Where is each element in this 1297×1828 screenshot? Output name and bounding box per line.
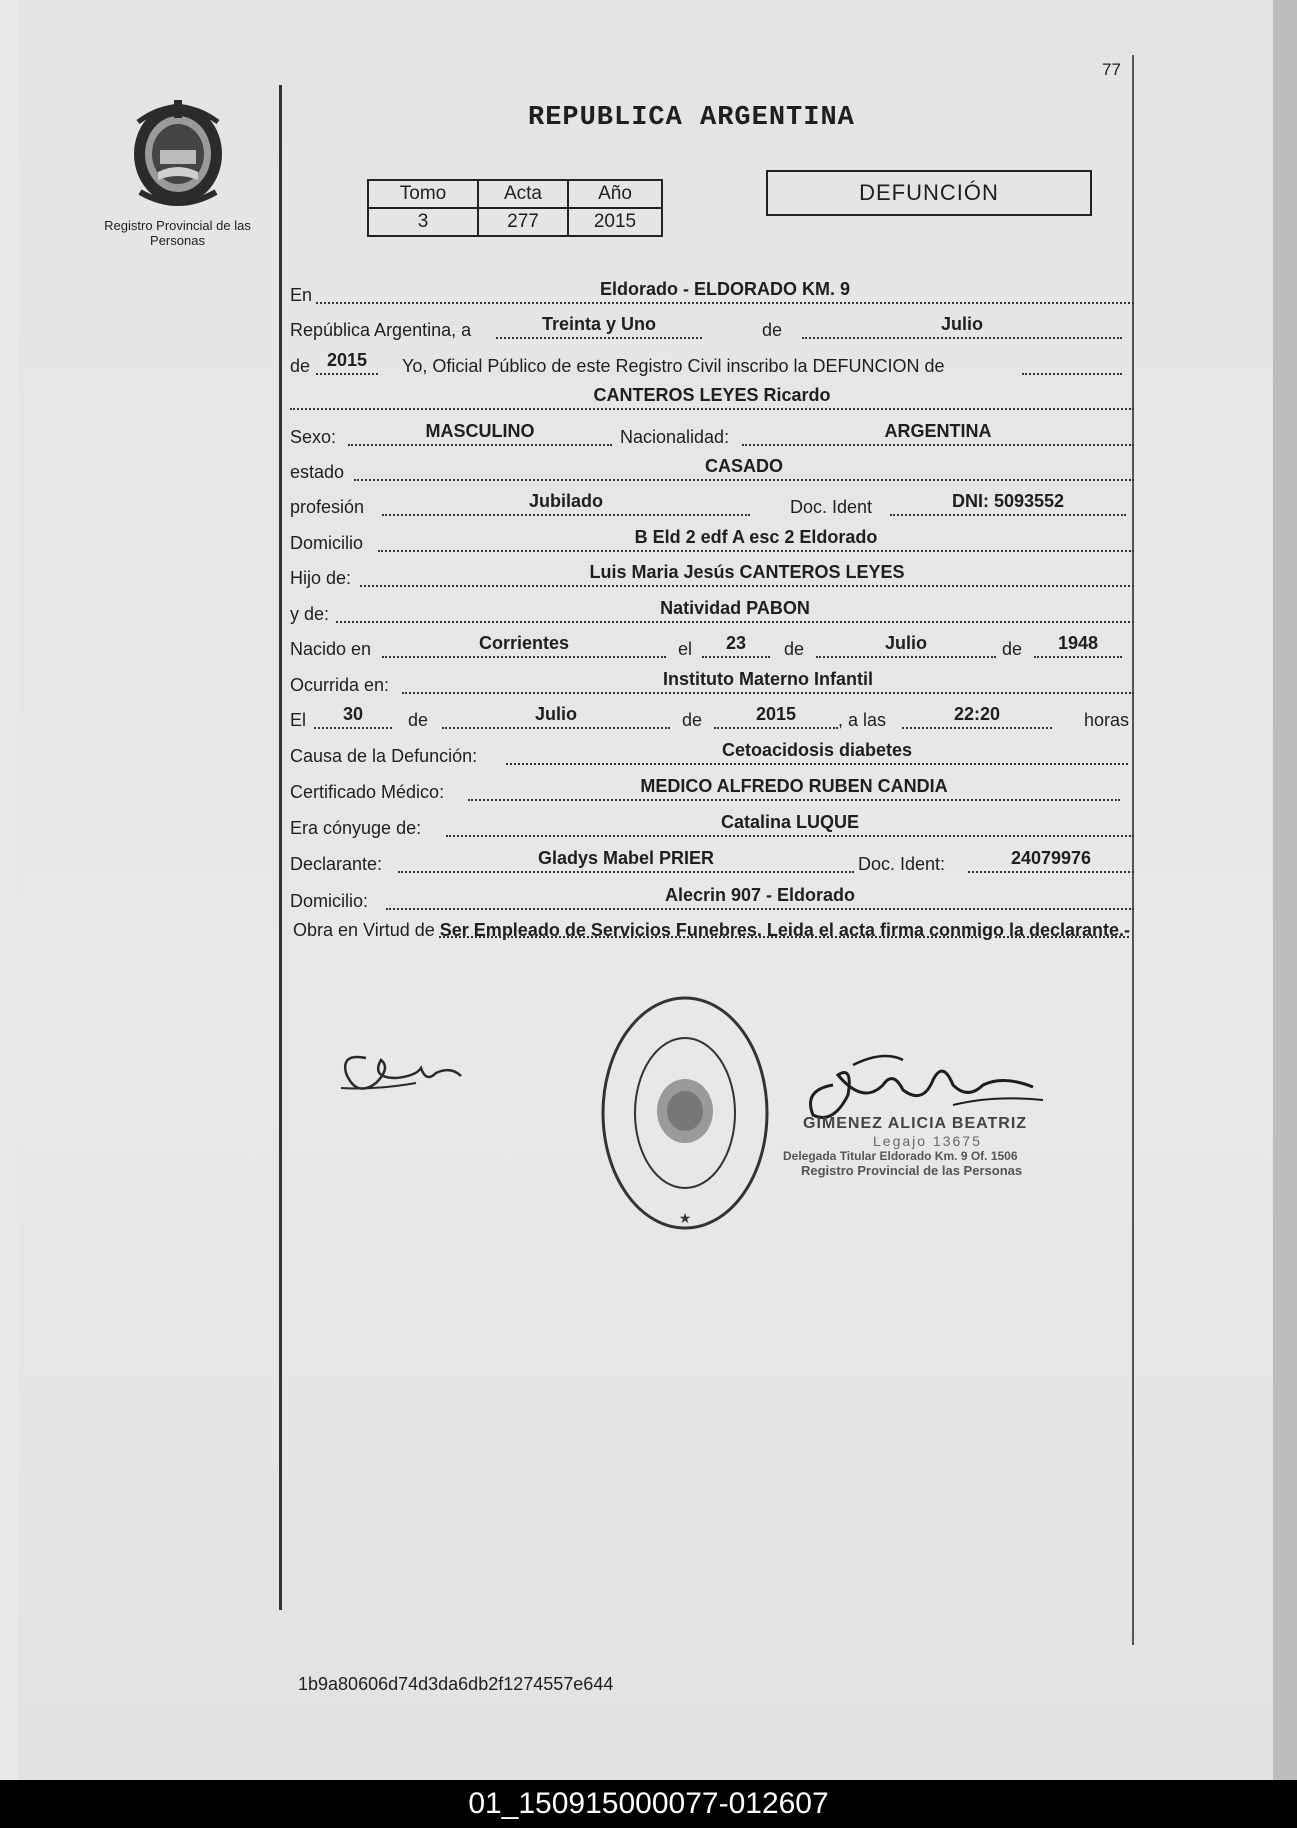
field-mes: Julio bbox=[802, 313, 1122, 339]
row-certificado bbox=[290, 775, 1134, 803]
field-nacido-dia: 23 bbox=[702, 632, 770, 658]
field-fallec-anio: 2015 bbox=[714, 703, 838, 729]
page-number: 77 bbox=[1102, 60, 1121, 79]
label-nacionalidad: Nacionalidad: bbox=[620, 427, 730, 447]
label-domicilio: Domicilio bbox=[290, 533, 364, 553]
row-estado bbox=[290, 455, 1134, 483]
label-domicilio-declarante: Domicilio: bbox=[290, 891, 369, 911]
row-profesion bbox=[290, 490, 1134, 518]
scan-edge bbox=[1273, 0, 1297, 1780]
label-ocurrida-en: Ocurrida en: bbox=[290, 675, 390, 695]
field-madre: Natividad PABON bbox=[336, 597, 1134, 623]
field-declarante-domicilio: Alecrin 907 - Eldorado bbox=[386, 884, 1134, 910]
field-dni: DNI: 5093552 bbox=[890, 490, 1126, 516]
official-stamp bbox=[598, 993, 773, 1233]
field-padre: Luis Maria Jesús CANTEROS LEYES bbox=[360, 561, 1134, 587]
field-conyuge: Catalina LUQUE bbox=[446, 811, 1134, 837]
label-doc-ident: Doc. Ident bbox=[790, 497, 873, 517]
row-conyuge bbox=[290, 811, 1134, 839]
svg-text:★: ★ bbox=[678, 1211, 692, 1227]
header-acta: Acta bbox=[478, 180, 568, 208]
field-fallec-dia: 30 bbox=[314, 703, 392, 729]
registry-header-row bbox=[368, 180, 662, 208]
field-sexo: MASCULINO bbox=[348, 420, 612, 446]
label-obra: Obra en Virtud de bbox=[293, 920, 435, 940]
officer-signature-block bbox=[783, 1115, 1073, 1178]
label-causa: Causa de la Defunción: bbox=[290, 746, 478, 766]
field-nacido-lugar: Corrientes bbox=[382, 632, 666, 658]
field-estado: CASADO bbox=[354, 455, 1134, 481]
row-domicilio-declarante bbox=[290, 884, 1134, 912]
label-de-fallec: de bbox=[408, 710, 429, 730]
page-title: REPUBLICA ARGENTINA bbox=[528, 103, 855, 133]
header-anio: Año bbox=[568, 180, 662, 208]
field-nacido-anio: 1948 bbox=[1034, 632, 1122, 658]
label-a-las: , a las bbox=[838, 710, 887, 730]
field-nombre: CANTEROS LEYES Ricardo bbox=[290, 384, 1134, 410]
value-acta: 277 bbox=[478, 208, 568, 236]
label-y-de: y de: bbox=[290, 604, 330, 624]
field-declarante-doc: 24079976 bbox=[968, 847, 1134, 873]
field-trailing-dots bbox=[1022, 349, 1122, 375]
field-lugar: Eldorado - ELDORADO KM. 9 bbox=[316, 278, 1134, 304]
officer-registry: Registro Provincial de las Personas bbox=[801, 1163, 1023, 1178]
label-sexo: Sexo: bbox=[290, 427, 337, 447]
label-conyuge: Era cónyuge de: bbox=[290, 818, 422, 838]
label-el: el bbox=[678, 639, 693, 659]
row-madre bbox=[290, 597, 1134, 625]
label-de-anio: de bbox=[290, 356, 311, 376]
field-fallec-mes: Julio bbox=[442, 703, 670, 729]
field-obra: Ser Empleado de Servicios Funebres. Leida el acta firma conmigo la declarante.- bbox=[439, 920, 1131, 940]
field-nacionalidad: ARGENTINA bbox=[742, 420, 1134, 446]
label-profesion: profesión bbox=[290, 497, 365, 517]
row-nombre bbox=[290, 384, 1134, 412]
label-de: de bbox=[762, 320, 783, 340]
field-domicilio: B Eld 2 edf A esc 2 Eldorado bbox=[378, 526, 1134, 552]
row-padre bbox=[290, 561, 1134, 589]
field-causa: Cetoacidosis diabetes bbox=[506, 739, 1128, 765]
field-certificado: MEDICO ALFREDO RUBEN CANDIA bbox=[468, 775, 1120, 801]
officer-name: GIMENEZ ALICIA BEATRIZ bbox=[803, 1115, 1028, 1132]
row-anio bbox=[290, 349, 1134, 377]
label-hijo-de: Hijo de: bbox=[290, 568, 352, 588]
label-de-anio-nac: de bbox=[1002, 639, 1023, 659]
label-El: El bbox=[290, 710, 307, 730]
row-nacimiento bbox=[290, 632, 1134, 660]
label-declarante: Declarante: bbox=[290, 854, 383, 874]
field-ocurrida-lugar: Instituto Materno Infantil bbox=[402, 668, 1134, 694]
row-lugar bbox=[290, 278, 1134, 306]
field-dia-letras: Treinta y Uno bbox=[496, 313, 702, 339]
footer-id-bar: 01_150915000077-012607 bbox=[0, 1780, 1297, 1828]
declarant-signature bbox=[336, 1028, 476, 1108]
header-tomo: Tomo bbox=[368, 180, 478, 208]
row-declarante bbox=[290, 847, 1134, 875]
document-type-box: DEFUNCIÓN bbox=[766, 170, 1092, 216]
field-declarante: Gladys Mabel PRIER bbox=[398, 847, 854, 873]
label-republica: República Argentina, a bbox=[290, 320, 472, 340]
value-anio: 2015 bbox=[568, 208, 662, 236]
label-yo: Yo, Oficial Público de este Registro Civil inscribo la DEFUNCION de bbox=[402, 356, 945, 376]
label-en: En bbox=[290, 285, 313, 305]
label-estado: estado bbox=[290, 462, 345, 482]
label-horas: horas bbox=[1084, 710, 1130, 730]
row-ocurrida bbox=[290, 668, 1134, 696]
value-tomo: 3 bbox=[368, 208, 478, 236]
obra-paragraph bbox=[293, 917, 1138, 943]
officer-office: Delegada Titular Eldorado Km. 9 Of. 1506 bbox=[783, 1149, 1018, 1163]
misiones-coat-of-arms-icon bbox=[118, 92, 238, 212]
label-de-mes: de bbox=[784, 639, 805, 659]
field-hora: 22:20 bbox=[902, 703, 1052, 729]
field-profesion: Jubilado bbox=[382, 490, 750, 516]
field-nacido-mes: Julio bbox=[816, 632, 996, 658]
row-causa bbox=[290, 739, 1134, 767]
label-certificado: Certificado Médico: bbox=[290, 782, 445, 802]
registry-value-row bbox=[368, 208, 662, 236]
logo-caption: Registro Provincial de las Personas bbox=[104, 218, 251, 248]
row-fallecimiento bbox=[290, 703, 1134, 731]
label-nacido-en: Nacido en bbox=[290, 639, 372, 659]
label-doc-ident-declarante: Doc. Ident: bbox=[858, 854, 946, 874]
frame-line-left bbox=[279, 85, 282, 1610]
document-hash: 1b9a80606d74d3da6db2f1274557e644 bbox=[298, 1674, 614, 1694]
row-domicilio bbox=[290, 526, 1134, 554]
registry-table bbox=[367, 179, 663, 237]
row-sexo bbox=[290, 420, 1134, 448]
officer-license: Legajo 13675 bbox=[873, 1133, 982, 1149]
row-fecha bbox=[290, 313, 1134, 341]
field-anio: 2015 bbox=[316, 349, 378, 375]
label-de-fallec-anio: de bbox=[682, 710, 703, 730]
